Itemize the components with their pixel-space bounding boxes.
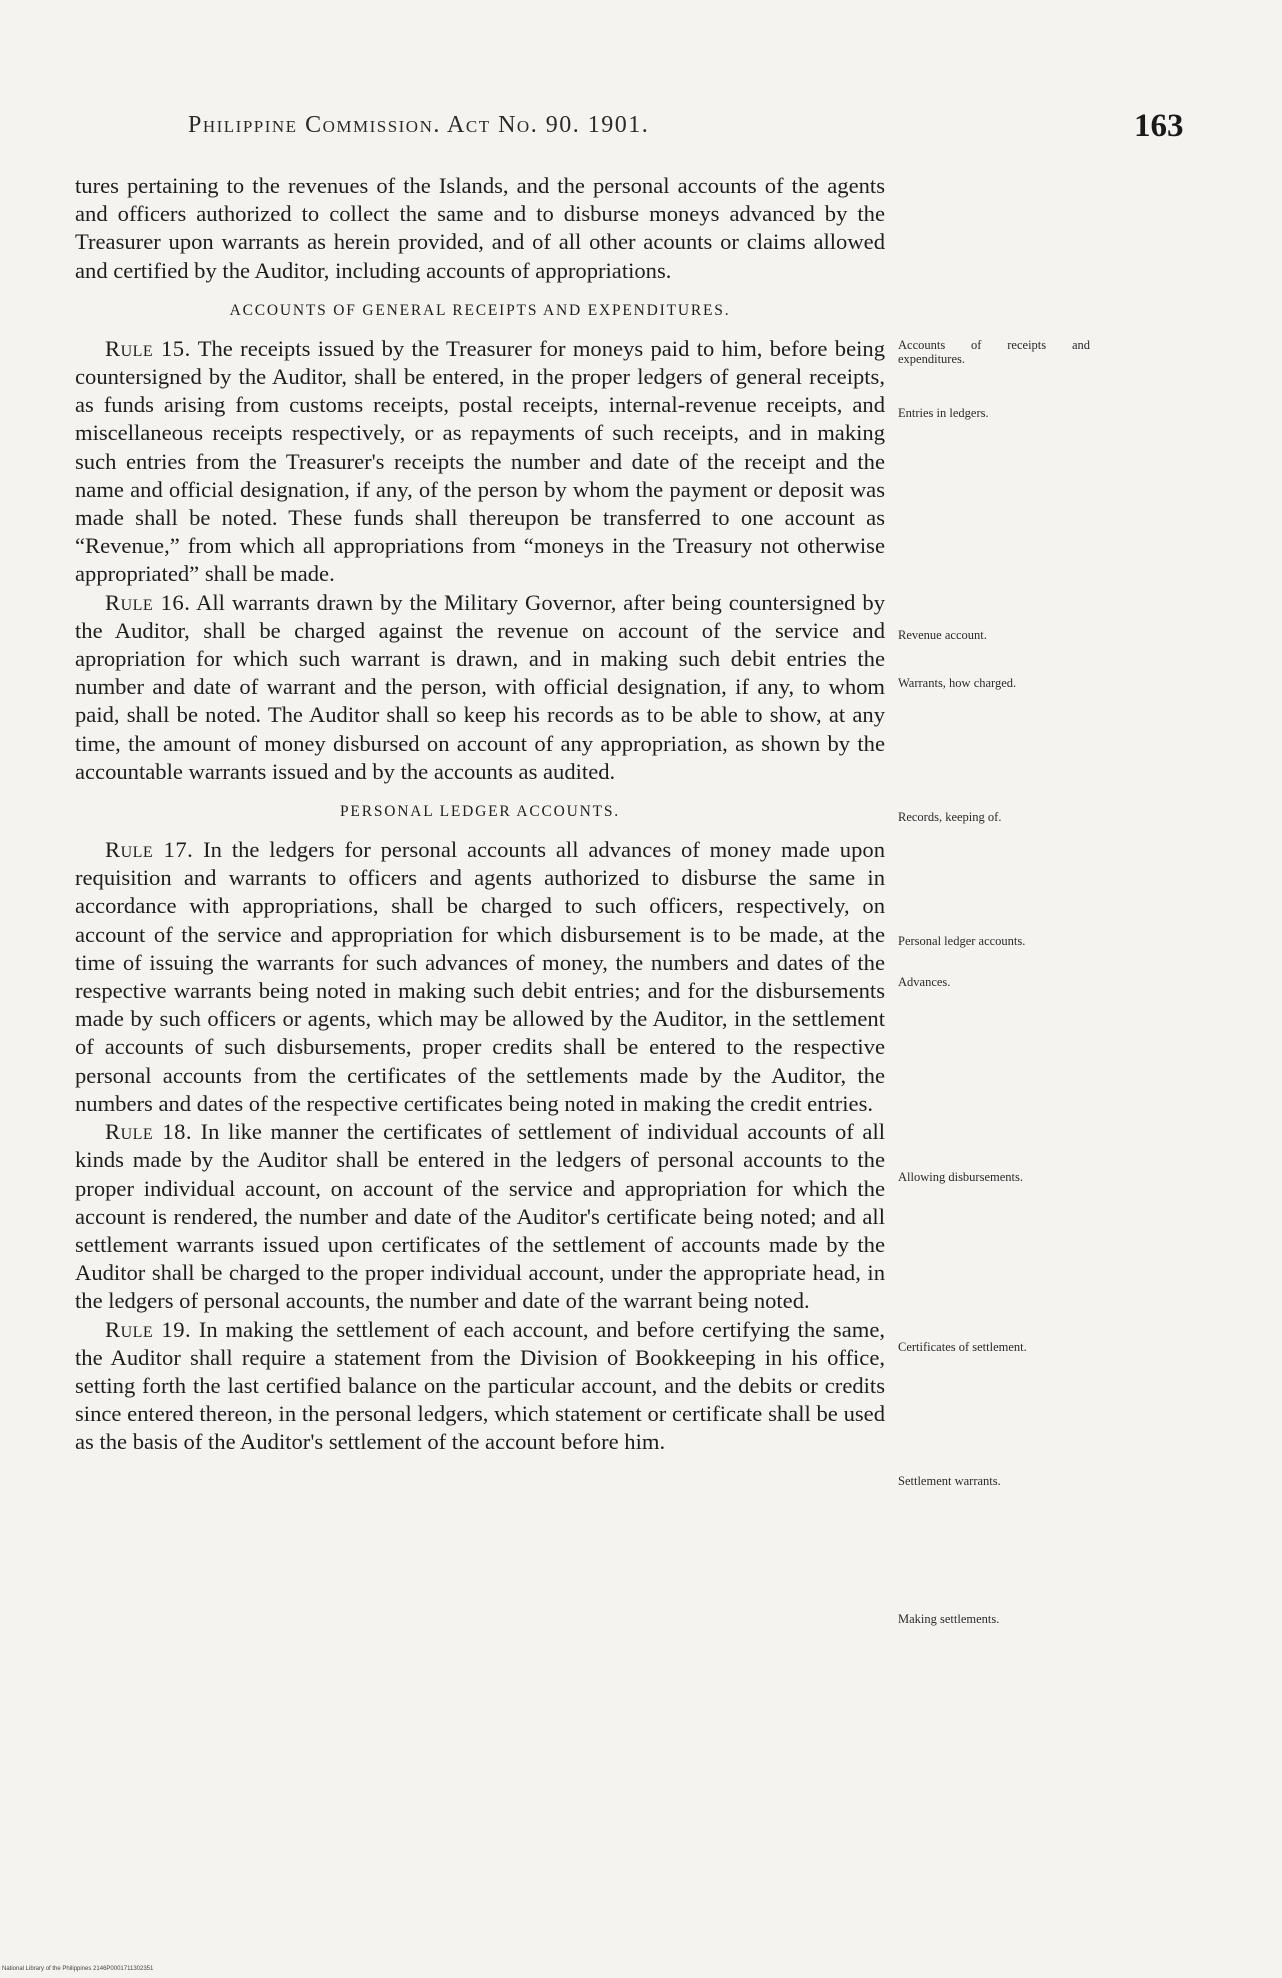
rule-17-text: In the ledgers for personal accounts all advances of money made upon requisition and warrants to officers and agents authorized to disburse the same in accordance with appropriations, shall be charged to such officers, respectively, on account of the service and appropriation for which disbursement is to be made, at the time of issuing the warrants for such advances of money, the numbers and dates of the respective warrants being noted in making such debit entries; and for the disbursements made by such officers or agents, which may be allowed by the Auditor, in the settlement of accounts of such disbursements, proper credits shall be entered to the respective personal accounts from the certificates of the settlements made by the Auditor, the numbers and dates of the respective certificates being noted in making the credit entries. (75, 837, 885, 1116)
margin-note-warrants-charged: Warrants, how charged. (898, 676, 1017, 690)
rule-16-label: Rule 16. (105, 589, 191, 615)
section-heading-personal: PERSONAL LEDGER ACCOUNTS. (340, 803, 620, 821)
header-title: Philippine Commission. Act No. 90. 1901. (188, 112, 650, 138)
rule-18-label: Rule 18. (105, 1119, 193, 1145)
rule-19-label: Rule 19. (105, 1316, 192, 1342)
margin-note-personal-ledger: Personal ledger accounts. (898, 934, 1026, 948)
rule-16-paragraph (75, 589, 885, 786)
page-number: 163 (1134, 108, 1184, 144)
margin-note-records-keeping: Records, keeping of. (898, 810, 1002, 824)
rule-15-label: Rule 15. (105, 335, 191, 361)
rule-19-paragraph (75, 1316, 885, 1457)
rule-16-text: All warrants drawn by the Military Governor, after being countersigned by the Auditor, shall be charged against the revenue on account of the service and apropriation for which such warrant is drawn, and in making such debit entries the number and date of warrant and the person, with official designation, if any, to whom paid, shall be noted. The Auditor shall so keep his records as to be able to show, at any time, the amount of money disbursed on account of any appropriation, as shown by the accountable warrants issued and by the accounts as audited. (75, 589, 886, 784)
rule-17-paragraph (75, 836, 885, 1118)
margin-note-making-settlements: Making settlements. (898, 1612, 1000, 1626)
rule-18-paragraph (75, 1118, 885, 1315)
margin-note-certificates-settlement: Certificates of settlement. (898, 1340, 1027, 1354)
margin-note-revenue-account: Revenue account. (898, 628, 987, 642)
main-text-column (75, 172, 885, 1457)
running-header (0, 108, 1282, 152)
margin-note-advances: Advances. (898, 975, 951, 989)
margin-note-accounts-receipts: Accounts of receipts and expenditures. (898, 338, 1090, 366)
rule-17-label: Rule 17. (105, 837, 194, 863)
rule-15-paragraph (75, 335, 885, 589)
section-heading-general: ACCOUNTS OF GENERAL RECEIPTS AND EXPENDITURES. (229, 301, 731, 319)
margin-note-allowing-disbursements: Allowing disbursements. (898, 1170, 1023, 1184)
intro-paragraph: tures pertaining to the revenues of the Islands, and the personal accounts of the agents and officers authorized to collect the same and to disburse moneys advanced by the Treasurer upon warrants as herein provided, and of all other acounts or claims allowed and certified by the Auditor, including accounts of appropriations. (75, 173, 885, 283)
scan-footer: National Library of the Philippines 2146P0001711302351 (2, 1966, 154, 1972)
margin-note-entries-ledgers: Entries in ledgers. (898, 406, 989, 420)
rule-15-text: The receipts issued by the Treasurer for moneys paid to him, before being countersigned by the Auditor, shall be entered, in the proper ledgers of general receipts, as funds arising from customs receipts, postal receipts, internal-revenue receipts, and miscellaneous receipts respectively, or as repayments of such receipts, and in making such entries from the Treasurer's receipts the number and date of the receipt and the name and official designation, if any, of the person by whom the payment or deposit was made shall be noted. These funds shall thereupon be transferred to one account as “Revenue,” from which all appropriations from “moneys in the Treasury not otherwise appropriated” shall be made. (75, 335, 885, 587)
rule-18-text: In like manner the certificates of settlement of individual accounts of all kinds made by the Auditor shall be entered in the ledgers of personal accounts to the proper individual account, on account of the service and appropriation for which the account is rendered, the number and date of the Auditor's certificate being noted; and all settlement warrants issued upon certificates of the settlement of accounts made by the Auditor shall be charged to the proper individual account, under the appropriate head, in the ledgers of personal accounts, the number and date of the warrant being noted. (75, 1119, 886, 1314)
rule-19-text: In making the settlement of each account, and before certifying the same, the Auditor shall require a statement from the Division of Bookkeeping in his office, setting forth the last certified balance on the particular account, and the debits or credits since entered thereon, in the personal ledgers, which statement or certificate shall be used as the basis of the Auditor's settlement of the account before him. (75, 1316, 886, 1455)
margin-note-settlement-warrants: Settlement warrants. (898, 1474, 1001, 1488)
